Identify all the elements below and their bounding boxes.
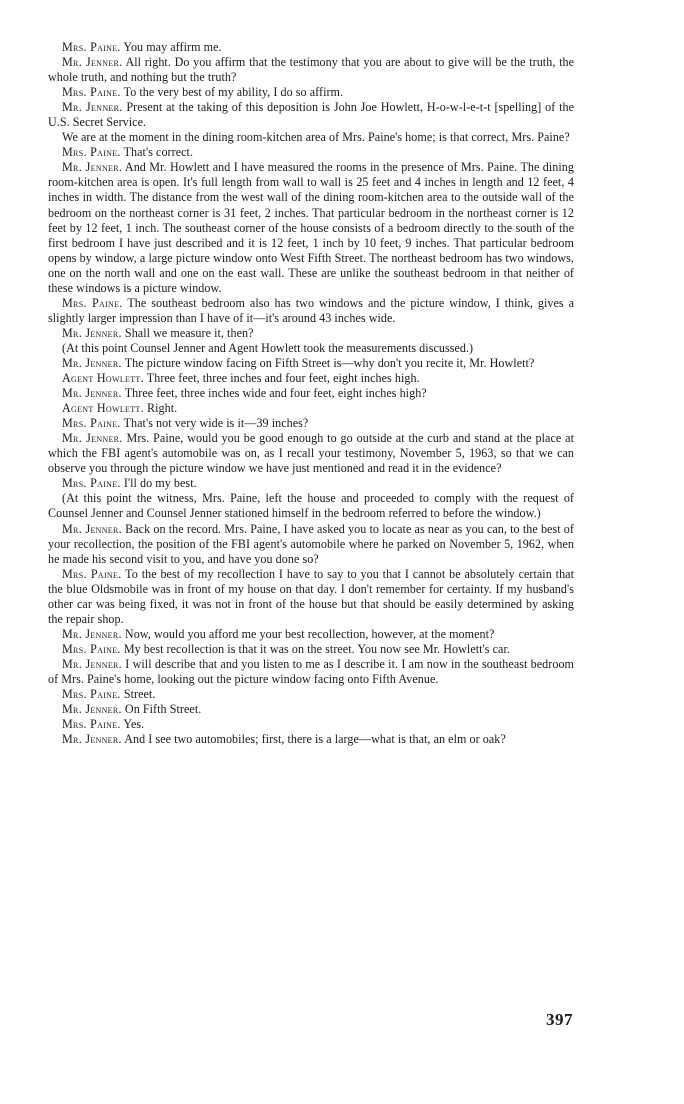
speaker-label: Mr. Jenner. xyxy=(62,702,122,717)
testimony-paragraph xyxy=(48,40,574,55)
speaker-label: Agent Howlett. xyxy=(62,371,144,386)
testimony-paragraph xyxy=(48,476,574,491)
paragraph-text: My best recollection is that it was on the street. You now see Mr. Howlett's car. xyxy=(123,641,510,656)
paragraph-text: And Mr. Howlett and I have measured the rooms in the presence of Mrs. Paine. The dining room-kitchen area is open. It's full length from wall to wall is 25 feet and 4 inches in length and 12 feet, 4 inches in width. The distance from the west wall of the dining room-kitchen area to the outside wall of the bedroom on the northeast corner is 31 feet, 2 inches. That particular bedroom in the northeast corner is 12 feet by 12 feet, 1 inch. The southeast corner of the house consists of a bedroom directly to the south of the first bedroom I have just described and it is 12 feet, 1 inch by 10 feet, 9 inches. That particular bedroom opens by window, a large picture window onto West Fifth Street. The northeast bedroom has two windows, one on the north wall and one on the east wall. These are unlike the southeast bedroom in that neither of these windows is a picture window. xyxy=(48,160,575,295)
paragraph-text: The picture window facing on Fifth Street is—why don't you recite it, Mr. Howlett? xyxy=(124,355,535,370)
speaker-label: Mr. Jenner. xyxy=(62,626,122,641)
speaker-label: Mrs. Paine. xyxy=(62,295,123,310)
speaker-label: Mrs. Paine. xyxy=(62,85,121,100)
paragraph-text: That's not very wide is it—39 inches? xyxy=(123,416,309,431)
paragraph-text: Yes. xyxy=(123,717,145,732)
paragraph-text: (At this point the witness, Mrs. Paine, left the house and proceeded to comply with the request of Counsel Jenner and Counsel Jenner stationed himself in the bedroom referred to before the window.) xyxy=(48,491,574,521)
testimony-paragraph xyxy=(48,296,574,326)
testimony-paragraph xyxy=(48,627,574,642)
testimony-paragraph xyxy=(48,416,574,431)
testimony-paragraph xyxy=(48,702,574,717)
speaker-label: Mrs. Paine. xyxy=(62,641,121,656)
testimony-paragraph xyxy=(48,55,574,85)
speaker-label: Mrs. Paine. xyxy=(62,717,121,732)
testimony-paragraph xyxy=(48,371,574,386)
speaker-label: Mr. Jenner. xyxy=(62,431,123,446)
testimony-paragraph xyxy=(48,85,574,100)
speaker-label: Mr. Jenner. xyxy=(62,732,122,747)
paragraph-text: Mrs. Paine, would you be good enough to go outside at the curb and stand at the place at which the FBI agent's automobile was on, as I recall your testimony, November 5, 1963, so that we can observe you through the picture window we have just mentioned and read it in the evidence? xyxy=(48,431,574,476)
testimony-paragraph xyxy=(48,687,574,702)
testimony-paragraph xyxy=(48,642,574,657)
testimony-paragraph xyxy=(48,717,574,732)
testimony-paragraph xyxy=(48,401,574,416)
testimony-paragraph xyxy=(48,100,574,130)
testimony-paragraph xyxy=(48,160,574,295)
speaker-label: Mrs. Paine. xyxy=(62,687,121,702)
page-number: 397 xyxy=(546,1010,573,1029)
speaker-label: Mr. Jenner. xyxy=(62,521,122,536)
speaker-label: Mrs. Paine. xyxy=(62,40,121,54)
paragraph-text: To the very best of my ability, I do so affirm. xyxy=(123,85,344,100)
testimony-paragraph xyxy=(48,431,574,476)
testimony-paragraph xyxy=(48,491,574,521)
testimony-paragraph xyxy=(48,567,574,627)
testimony-paragraph xyxy=(48,326,574,341)
testimony-paragraph xyxy=(48,657,574,687)
paragraph-text: Three feet, three inches and four feet, eight inches high. xyxy=(146,371,420,386)
testimony-paragraph xyxy=(48,130,574,145)
testimony-body xyxy=(48,40,574,747)
speaker-label: Mr. Jenner. xyxy=(62,355,122,370)
paragraph-text: On Fifth Street. xyxy=(124,702,202,717)
paragraph-text: I'll do my best. xyxy=(123,476,197,491)
paragraph-text: That's correct. xyxy=(123,145,194,160)
speaker-label: Mrs. Paine. xyxy=(62,566,122,581)
paragraph-text: (At this point Counsel Jenner and Agent Howlett took the measurements discussed.) xyxy=(62,340,474,355)
paragraph-text: The southeast bedroom also has two windows and the picture window, I think, gives a slightly larger impression than I have of it—it's around 43 inches wide. xyxy=(48,295,574,325)
paragraph-text: And I see two automobiles; first, there is a large—what is that, an elm or oak? xyxy=(124,732,506,747)
speaker-label: Mrs. Paine. xyxy=(62,476,121,491)
speaker-label: Mr. Jenner. xyxy=(62,656,123,671)
paragraph-text: Right. xyxy=(147,401,178,416)
paragraph-text: All right. Do you affirm that the testimony that you are about to give will be the truth, the whole truth, and nothing but the truth? xyxy=(48,55,574,85)
speaker-label: Mr. Jenner. xyxy=(62,160,123,175)
speaker-label: Mr. Jenner. xyxy=(62,325,122,340)
testimony-paragraph xyxy=(48,732,574,747)
testimony-paragraph xyxy=(48,386,574,401)
paragraph-text: Back on the record. Mrs. Paine, I have asked you to locate as near as you can, to the best of your recollection, the position of the FBI agent's automobile where he parked on November 5, 1962, when he made his second visit to you, and have you done so? xyxy=(48,521,574,566)
testimony-paragraph xyxy=(48,522,574,567)
testimony-paragraph xyxy=(48,341,574,356)
paragraph-text: Three feet, three inches wide and four feet, eight inches high? xyxy=(124,386,427,401)
speaker-label: Mr. Jenner. xyxy=(62,55,123,70)
speaker-label: Mrs. Paine. xyxy=(62,145,121,160)
speaker-label: Mrs. Paine. xyxy=(62,416,121,431)
testimony-paragraph xyxy=(48,356,574,371)
speaker-label: Mr. Jenner. xyxy=(62,100,123,115)
speaker-label: Mr. Jenner. xyxy=(62,386,122,401)
paragraph-text: You may affirm me. xyxy=(123,40,222,54)
testimony-paragraph xyxy=(48,145,574,160)
paragraph-text: Present at the taking of this deposition is John Joe Howlett, H-o-w-l-e-t-t [spelling] of the U.S. Secret Service. xyxy=(48,100,574,130)
paragraph-text: Shall we measure it, then? xyxy=(124,325,254,340)
paragraph-text: I will describe that and you listen to me as I describe it. I am now in the southeast bedroom of Mrs. Paine's home, looking out the picture window facing onto Fifth Avenue. xyxy=(48,656,574,686)
paragraph-text: We are at the moment in the dining room-kitchen area of Mrs. Paine's home; is that correct, Mrs. Paine? xyxy=(62,130,570,145)
speaker-label: Agent Howlett. xyxy=(62,401,144,416)
paragraph-text: Now, would you afford me your best recollection, however, at the moment? xyxy=(124,626,495,641)
paragraph-text: Street. xyxy=(123,687,156,702)
paragraph-text: To the best of my recollection I have to say to you that I cannot be absolutely certain that the blue Oldsmobile was in front of my house on that day. I don't remember for certainty. If my husband's other car was being fixed, it was not in front of the house but that should be easily determined by asking the repair shop. xyxy=(48,566,574,626)
